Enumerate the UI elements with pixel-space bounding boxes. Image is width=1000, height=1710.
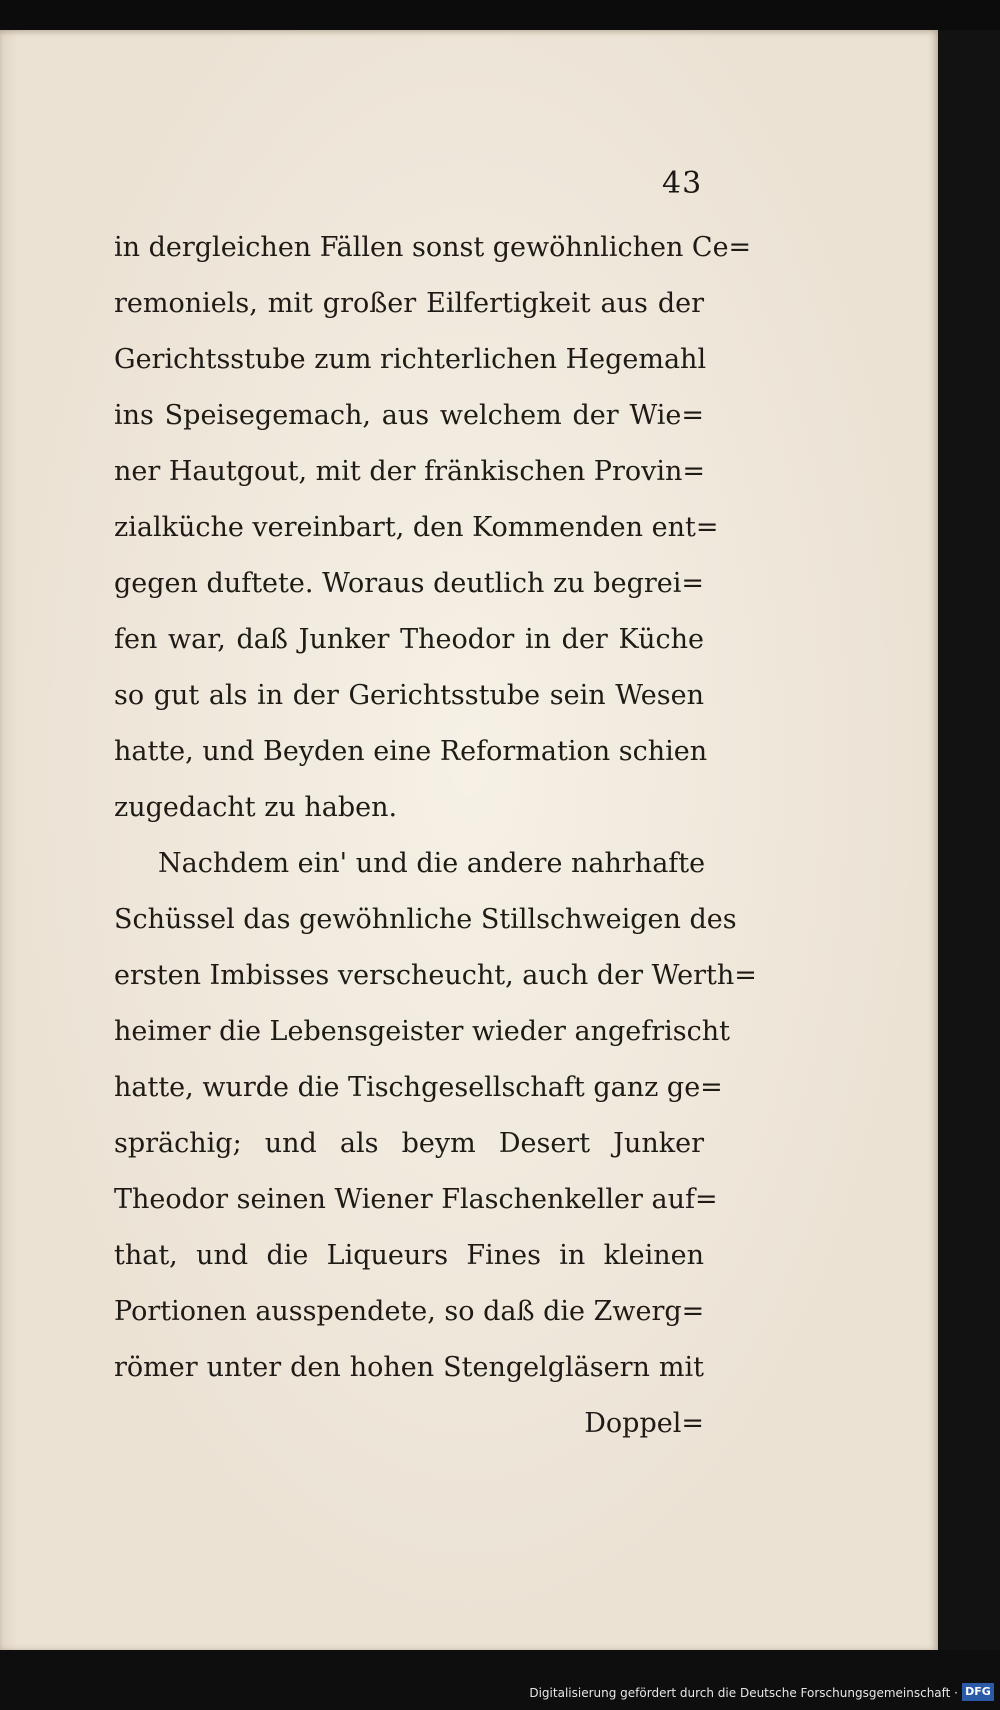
- text-line: that, und die Liqueurs Fines in kleinen: [114, 1240, 704, 1271]
- scan-background-bottom: [0, 1650, 1000, 1710]
- text-line: Portionen ausspendete, so daß die Zwerg=: [114, 1296, 705, 1327]
- text-line: römer unter den hohen Stengelgläsern mit: [114, 1352, 704, 1383]
- catchword: Doppel=: [584, 1408, 704, 1439]
- text-line: remoniels, mit großer Eilfertigkeit aus der: [114, 288, 704, 319]
- text-line: ner Hautgout, mit der fränkischen Provin=: [114, 456, 706, 487]
- page-number: 43: [662, 166, 703, 201]
- book-page: [0, 30, 938, 1650]
- text-line: fen war, daß Junker Theodor in der Küche: [114, 624, 704, 655]
- text-line: zugedacht zu haben.: [114, 792, 398, 823]
- text-line: Theodor seinen Wiener Flaschenkeller auf=: [114, 1184, 718, 1215]
- text-line: zialküche vereinbart, den Kommenden ent=: [114, 512, 719, 543]
- scan-background-top: [0, 0, 1000, 30]
- text-line: ersten Imbisses verscheucht, auch der Werth=: [114, 960, 757, 991]
- text-line: Gerichtsstube zum richterlichen Hegemahl: [114, 344, 707, 375]
- text-line: Schüssel das gewöhnliche Stillschweigen des: [114, 904, 737, 935]
- text-line: heimer die Lebensgeister wieder angefrischt: [114, 1016, 731, 1047]
- dfg-logo-icon: DFG: [962, 1683, 994, 1701]
- text-line: hatte, und Beyden eine Reformation schien: [114, 736, 708, 767]
- text-line: gegen duftete. Woraus deutlich zu begrei=: [114, 568, 704, 599]
- text-line: ins Speisegemach, aus welchem der Wie=: [114, 400, 704, 431]
- text-line: hatte, wurde die Tischgesellschaft ganz ge=: [114, 1072, 723, 1103]
- body-text: [114, 220, 757, 1452]
- text-line: sprächig; und als beym Desert Junker: [114, 1128, 704, 1159]
- text-line: so gut als in der Gerichtsstube sein Wesen: [114, 680, 704, 711]
- digitization-credit: Digitalisierung gefördert durch die Deutsche Forschungsgemeinschaft ·: [529, 1686, 958, 1700]
- paragraph-first-line: Nachdem ein' und die andere nahrhafte: [158, 848, 706, 879]
- text-line: in dergleichen Fällen sonst gewöhnlichen Ce=: [114, 232, 752, 263]
